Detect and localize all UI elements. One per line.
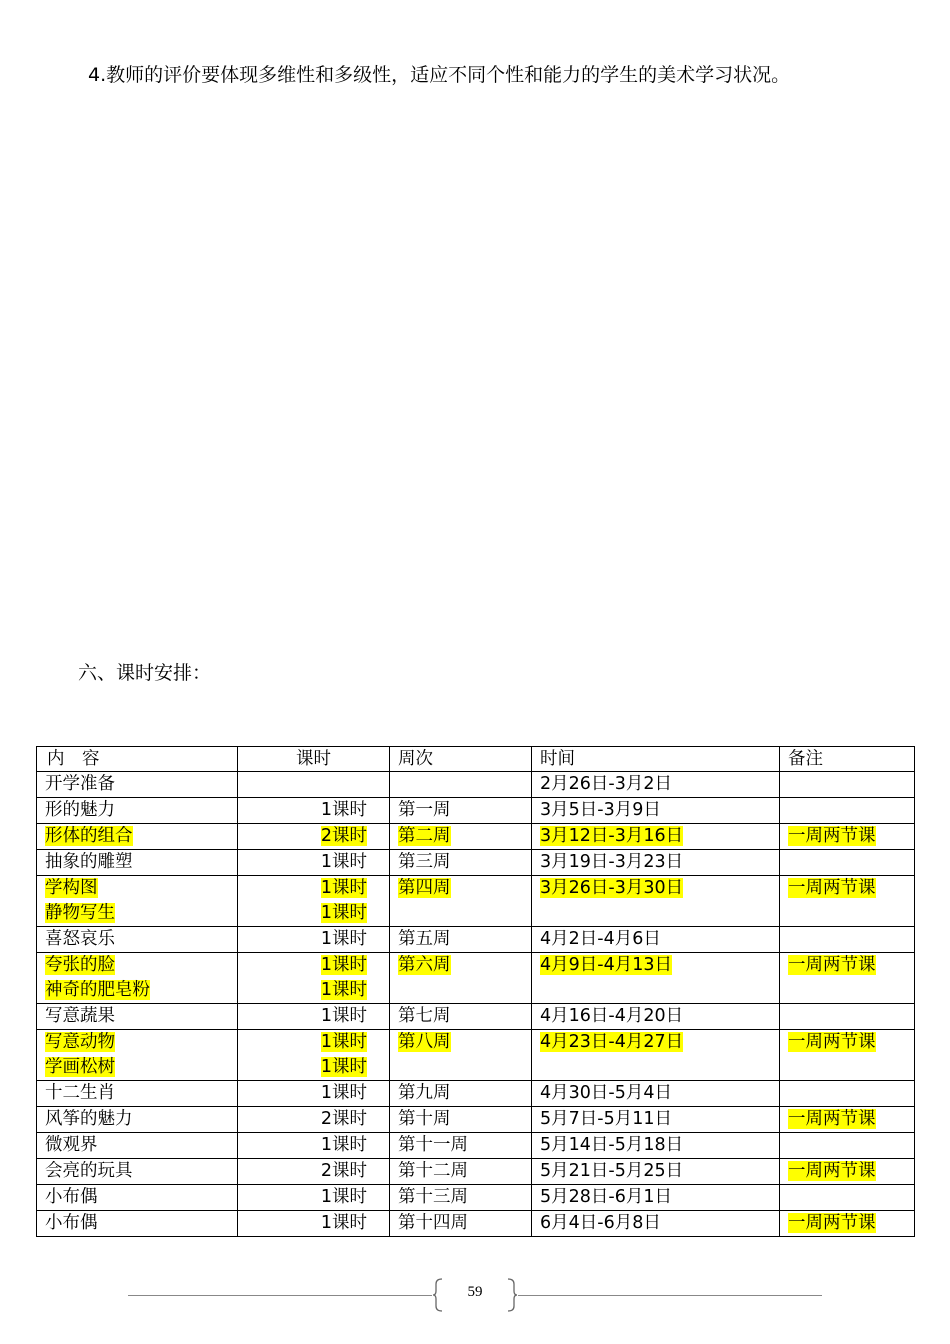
cell-note-text: 一周两节课 [788,1213,876,1233]
cell-time-text: 4月9日-4月13日 [540,955,672,975]
cell-hours [238,927,390,953]
cell-week-text: 第十三周 [398,1187,468,1207]
cell-hours [238,1133,390,1159]
cell-content-text: 喜怒哀乐 [45,929,115,949]
header-time: 时间 [532,747,780,772]
cell-content-text: 开学准备 [45,774,115,794]
table-header-row [37,747,915,772]
cell-week [390,824,532,850]
cell-hours-text: 1课时 [320,878,367,898]
cell-content-text: 学构图 [45,878,98,898]
cell-week-text: 第四周 [398,878,451,898]
table-row [37,953,915,1004]
cell-week [390,798,532,824]
cell-content-text: 静物写生 [45,903,115,923]
cell-hours-text: 2课时 [320,1109,367,1129]
cell-content-text: 夸张的脸 [45,955,115,975]
table-row [37,1004,915,1030]
cell-week [390,1159,532,1185]
cell-note [780,927,915,953]
cell-hours-text: 2课时 [320,826,367,846]
table-row [37,824,915,850]
cell-week [390,1030,532,1081]
cell-time [532,1159,780,1185]
header-hours: 课时 [238,747,390,772]
table-row [37,1185,915,1211]
cell-week [390,850,532,876]
cell-week [390,772,532,798]
cell-time [532,772,780,798]
cell-hours [238,1004,390,1030]
cell-note-text: 一周两节课 [788,1109,876,1129]
cell-hours-text: 1课时 [320,1213,367,1233]
cell-hours-text: 2课时 [320,1161,367,1181]
cell-week-text: 第九周 [398,1083,451,1103]
cell-time-text: 4月16日-4月20日 [540,1006,684,1026]
cell-hours-text: 1课时 [320,1032,367,1052]
cell-time [532,1211,780,1237]
cell-note-text: 一周两节课 [788,955,876,975]
cell-note [780,1185,915,1211]
cell-content-text: 小布偶 [45,1213,98,1233]
cell-time-text: 4月30日-5月4日 [540,1083,672,1103]
cell-hours [238,850,390,876]
cell-week-text: 第八周 [398,1032,451,1052]
cell-content [37,1159,238,1185]
cell-hours-text: 1课时 [320,955,367,975]
cell-content-text: 神奇的肥皂粉 [45,980,150,1000]
cell-week [390,953,532,1004]
cell-note [780,798,915,824]
cell-time-text: 3月12日-3月16日 [540,826,684,846]
cell-note [780,1211,915,1237]
table-row [37,1133,915,1159]
cell-hours-text: 1课时 [320,1006,367,1026]
table-row [37,850,915,876]
cell-content-text: 写意动物 [45,1032,115,1052]
table-row [37,798,915,824]
cell-time [532,1081,780,1107]
cell-hours [238,1159,390,1185]
cell-note [780,824,915,850]
cell-time [532,876,780,927]
cell-hours-text: 1课时 [320,1057,367,1077]
cell-note [780,1133,915,1159]
cell-content [37,927,238,953]
left-bracket-icon [432,1278,444,1312]
cell-content [37,1107,238,1133]
cell-content [37,1133,238,1159]
cell-content-text: 写意蔬果 [45,1006,115,1026]
cell-time [532,1185,780,1211]
cell-note [780,1159,915,1185]
cell-hours-text: 1课时 [320,1135,367,1155]
cell-time [532,798,780,824]
footer-rule-left [128,1295,432,1296]
cell-note-text: 一周两节课 [788,1032,876,1052]
cell-time-text: 3月19日-3月23日 [540,852,684,872]
cell-note [780,772,915,798]
cell-hours [238,1081,390,1107]
cell-content-text: 抽象的雕塑 [45,852,133,872]
cell-time [532,1004,780,1030]
cell-note-text: 一周两节课 [788,1161,876,1181]
cell-week [390,1133,532,1159]
cell-time-text: 5月14日-5月18日 [540,1135,684,1155]
cell-time [532,1030,780,1081]
header-week: 周次 [390,747,532,772]
cell-time-text: 6月4日-6月8日 [540,1213,661,1233]
table-row [37,1030,915,1081]
cell-content [37,798,238,824]
cell-week [390,927,532,953]
table-row [37,927,915,953]
cell-time-text: 5月28日-6月1日 [540,1187,672,1207]
cell-time-text: 4月23日-4月27日 [540,1032,684,1052]
cell-content [37,953,238,1004]
cell-week-text: 第五周 [398,929,451,949]
table-row [37,876,915,927]
cell-content [37,824,238,850]
cell-week-text: 第十一周 [398,1135,468,1155]
cell-hours [238,824,390,850]
cell-note [780,953,915,1004]
cell-week-text: 第一周 [398,800,451,820]
cell-time [532,850,780,876]
cell-note [780,850,915,876]
evaluation-paragraph: 4.教师的评价要体现多维性和多级性，适应不同个性和能力的学生的美术学习状况。 [88,64,791,86]
cell-hours-text: 1课时 [320,980,367,1000]
cell-content [37,1030,238,1081]
cell-content [37,1211,238,1237]
header-note: 备注 [780,747,915,772]
cell-hours [238,772,390,798]
cell-time [532,824,780,850]
cell-content [37,1081,238,1107]
cell-content-text: 小布偶 [45,1187,98,1207]
cell-time-text: 3月5日-3月9日 [540,800,661,820]
cell-note-text: 一周两节课 [788,826,876,846]
cell-note-text: 一周两节课 [788,878,876,898]
cell-week [390,1004,532,1030]
cell-hours [238,798,390,824]
cell-note [780,1030,915,1081]
cell-note [780,1081,915,1107]
cell-time [532,1107,780,1133]
cell-content-text: 学画松树 [45,1057,115,1077]
cell-hours [238,1030,390,1081]
right-bracket-icon [506,1278,518,1312]
cell-hours-text: 1课时 [320,1187,367,1207]
cell-hours-text: 1课时 [320,929,367,949]
table-row [37,1211,915,1237]
cell-week-text: 第六周 [398,955,451,975]
cell-week [390,876,532,927]
cell-hours [238,953,390,1004]
cell-time [532,953,780,1004]
cell-week-text: 第三周 [398,852,451,872]
cell-content-text: 形的魅力 [45,800,115,820]
cell-content [37,1004,238,1030]
cell-content-text: 十二生肖 [45,1083,115,1103]
cell-hours [238,1107,390,1133]
cell-hours [238,1211,390,1237]
cell-week-text: 第二周 [398,826,451,846]
cell-content [37,850,238,876]
cell-hours-text: 1课时 [320,800,367,820]
header-content: 内 容 [37,747,238,772]
cell-time-text: 4月2日-4月6日 [540,929,661,949]
footer-rule-right [518,1295,822,1296]
cell-hours-text: 1课时 [320,1083,367,1103]
cell-time [532,927,780,953]
cell-week-text: 第七周 [398,1006,451,1026]
cell-week-text: 第十四周 [398,1213,468,1233]
cell-content [37,1185,238,1211]
table-row [37,1159,915,1185]
cell-week-text: 第十二周 [398,1161,468,1181]
cell-note [780,1004,915,1030]
cell-time-text: 5月7日-5月11日 [540,1109,672,1129]
page-number: 59 [467,1284,483,1300]
cell-week [390,1107,532,1133]
cell-week [390,1185,532,1211]
cell-week [390,1211,532,1237]
cell-hours-text: 1课时 [320,903,367,923]
cell-content [37,772,238,798]
cell-content-text: 形体的组合 [45,826,133,846]
cell-content-text: 会亮的玩具 [45,1161,133,1181]
cell-time [532,1133,780,1159]
cell-hours-text: 1课时 [320,852,367,872]
schedule-table [36,746,915,1237]
cell-content-text: 风筝的魅力 [45,1109,133,1129]
cell-hours [238,876,390,927]
cell-hours [238,1185,390,1211]
table-row [37,772,915,798]
cell-note [780,876,915,927]
cell-note [780,1107,915,1133]
cell-time-text: 5月21日-5月25日 [540,1161,684,1181]
cell-content-text: 微观界 [45,1135,98,1155]
cell-time-text: 3月26日-3月30日 [540,878,684,898]
cell-week [390,1081,532,1107]
table-row [37,1107,915,1133]
cell-content [37,876,238,927]
cell-week-text: 第十周 [398,1109,451,1129]
table-row [37,1081,915,1107]
cell-time-text: 2月26日-3月2日 [540,774,672,794]
section-title: 六、课时安排： [78,662,212,684]
